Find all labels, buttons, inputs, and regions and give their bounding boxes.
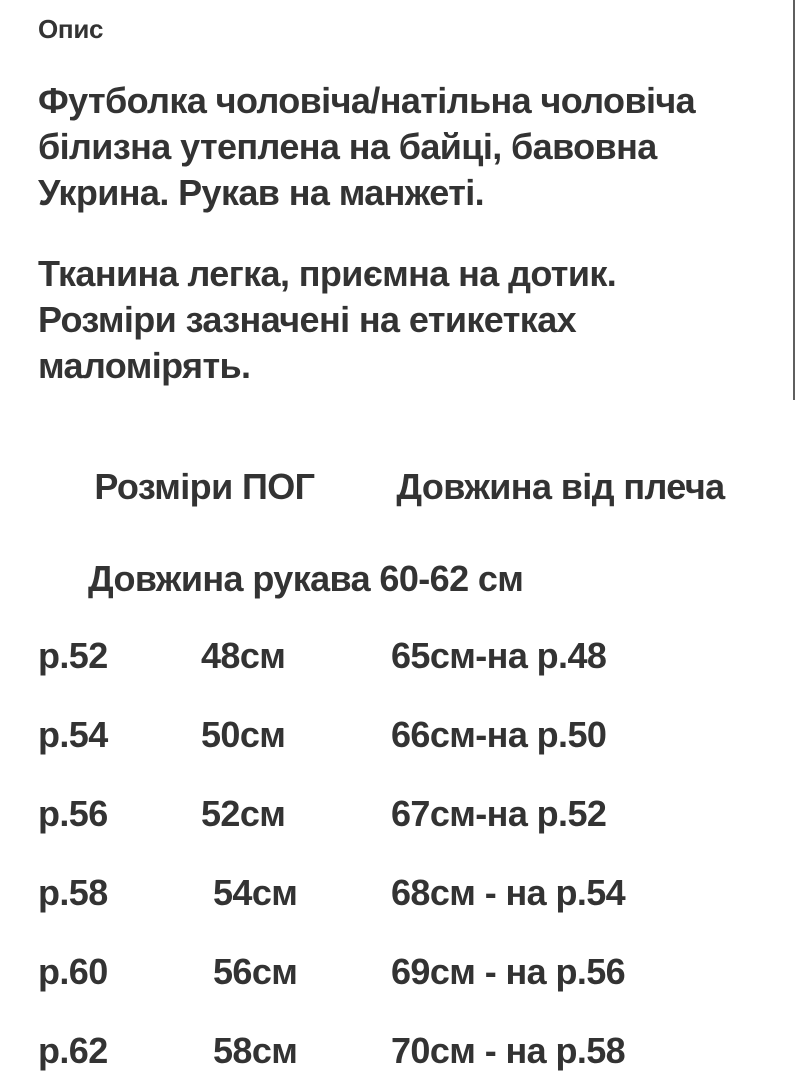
length-cell: 65см-на р.48 [391, 635, 607, 676]
column-header-length: Довжина від плеча [396, 466, 725, 507]
size-cell: р.58 [38, 872, 108, 913]
table-row [38, 712, 776, 758]
size-table-header [38, 418, 776, 602]
chest-cell: 48см [201, 635, 286, 676]
size-table [38, 633, 776, 1074]
length-cell: 66см-на р.50 [391, 714, 607, 755]
table-row [38, 791, 776, 837]
length-cell: 69см - на р.56 [391, 951, 626, 992]
size-cell: р.56 [38, 793, 108, 834]
chest-cell: 54см [213, 872, 298, 913]
description-line: Тканина легка, приємна на дотик. [38, 253, 617, 294]
product-description-paragraph [38, 78, 776, 216]
length-cell: 70см - на р.58 [391, 1030, 626, 1071]
section-title: Опис [38, 14, 104, 44]
description-line: білизна утеплена на байці, бавовна [38, 126, 657, 167]
table-row [38, 1028, 776, 1074]
description-line: Розміри зазначені на етикетках [38, 299, 577, 340]
size-cell: р.52 [38, 635, 108, 676]
table-row [38, 633, 776, 679]
scrollbar[interactable] [793, 0, 795, 400]
description-line: Футболка чоловіча/натільна чоловіча [38, 80, 696, 121]
chest-cell: 50см [201, 714, 286, 755]
size-table-header-line1 [38, 418, 776, 556]
description-line: маломірять. [38, 345, 251, 386]
chest-cell: 52см [201, 793, 286, 834]
column-header-sizes: Розміри ПОГ [94, 466, 315, 507]
table-row [38, 870, 776, 916]
fabric-description-paragraph [38, 251, 776, 389]
chest-cell: 58см [213, 1030, 298, 1071]
size-cell: р.54 [38, 714, 108, 755]
column-header-sleeve-length: Довжина рукава 60-62 см [88, 558, 524, 599]
length-cell: 67см-на р.52 [391, 793, 607, 834]
size-cell: р.62 [38, 1030, 108, 1071]
description-line: Укрина. Рукав на манжеті. [38, 172, 485, 213]
table-row [38, 949, 776, 995]
size-cell: р.60 [38, 951, 108, 992]
length-cell: 68см - на р.54 [391, 872, 626, 913]
chest-cell: 56см [213, 951, 298, 992]
